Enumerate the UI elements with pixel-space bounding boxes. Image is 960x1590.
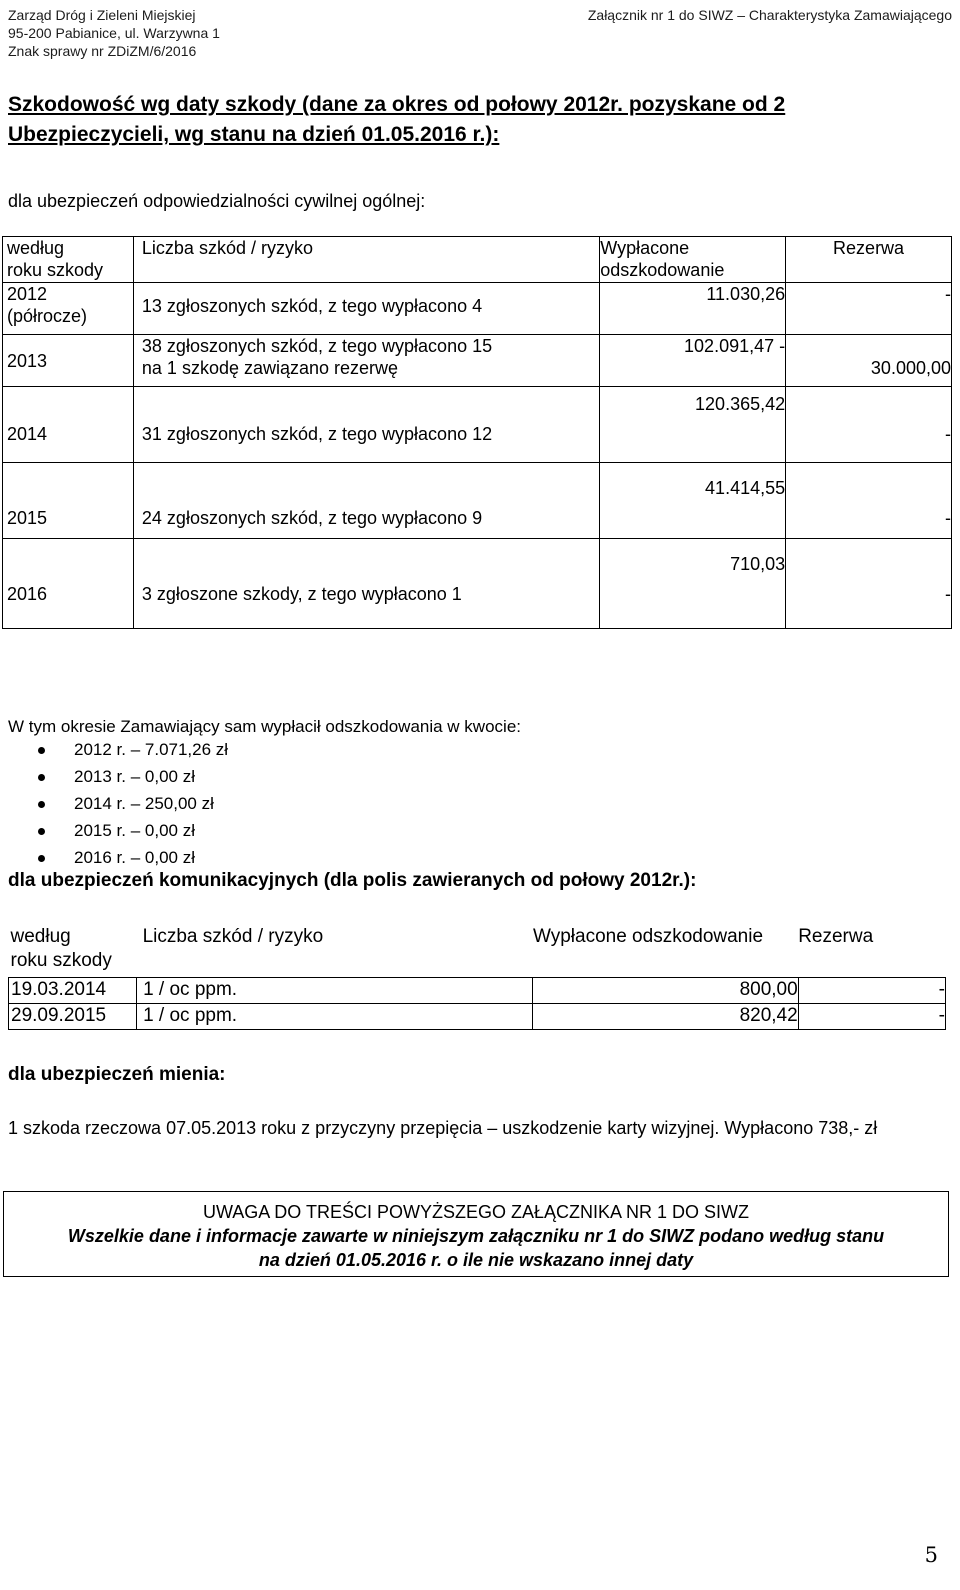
row-count: 38 zgłoszonych szkód, z tego wypłacono 15 <box>141 336 493 356</box>
own-payments-note: W tym okresie Zamawiający sam wypłacił odszkodowania w kwocie: <box>8 717 521 736</box>
list-item: 2015 r. – 0,00 zł <box>30 817 228 844</box>
list-item: 2014 r. – 250,00 zł <box>30 790 228 817</box>
row-year: 2015 <box>7 508 48 528</box>
row-count: 3 zgłoszone szkody, z tego wypłacono 1 <box>141 584 462 604</box>
row-reserve: - <box>945 284 951 304</box>
header-address: 95-200 Pabianice, ul. Warzywna 1 <box>8 25 220 41</box>
row-paid: 11.030,26 <box>706 284 786 304</box>
header-paid-line2: odszkodowanie <box>600 260 725 280</box>
row-paid: 800,00 <box>533 977 798 1003</box>
table-header-row <box>9 925 946 977</box>
header-reserve <box>786 237 952 283</box>
header-year-line1: według <box>10 926 71 947</box>
row-reserve: - <box>945 584 951 604</box>
row-count-note: na 1 szkodę zawiązano rezerwę <box>141 358 399 378</box>
header-year-line1: według <box>7 238 65 258</box>
header-attachment-title: Załącznik nr 1 do SIWZ – Charakterystyka Zamawiającego <box>587 7 952 23</box>
row-reserve: 30.000,00 <box>870 358 951 378</box>
row-paid: 710,03 <box>730 554 786 574</box>
header-case-number: Znak sprawy nr ZDiZM/6/2016 <box>8 43 197 59</box>
row-count: 13 zgłoszonych szkód, z tego wypłacono 4 <box>141 296 483 316</box>
header-year <box>3 237 134 283</box>
section-heading-mien: dla ubezpieczeń mienia: <box>8 1064 226 1085</box>
header-count: Liczba szkód / ryzyko <box>137 925 533 977</box>
header-paid: Wypłacone odszkodowanie <box>533 925 798 977</box>
row-year: 2012 <box>7 284 48 304</box>
row-reserve: - <box>798 1003 945 1029</box>
header-year-line2: roku szkody <box>7 260 104 280</box>
notice-text-date: na dzień 01.05.2016 r. o ile nie wskazano innej daty <box>258 1250 694 1270</box>
page-title <box>8 90 952 150</box>
row-risk: 1 / oc ppm. <box>137 1003 533 1029</box>
header-count-label: Liczba szkód / ryzyko <box>141 238 313 258</box>
table-ocg <box>2 236 952 629</box>
row-paid: 102.091,47 - <box>684 336 786 356</box>
row-year: 2016 <box>7 584 48 604</box>
notice-heading: UWAGA DO TREŚCI POWYŻSZEGO ZAŁĄCZNIKA NR 1 DO SIWZ <box>202 1202 750 1222</box>
row-year: 2014 <box>7 424 48 444</box>
header-org-name: Zarząd Dróg i Zieleni Miejskiej <box>8 7 196 23</box>
row-reserve: - <box>945 508 951 528</box>
header-year-line2: roku szkody <box>10 950 112 971</box>
row-reserve: - <box>798 977 945 1003</box>
row-paid: 820,42 <box>533 1003 798 1029</box>
list-item: 2012 r. – 7.071,26 zł <box>30 736 228 763</box>
header-reserve-label: Rezerwa <box>833 238 905 258</box>
table-row <box>3 387 952 463</box>
header-paid <box>600 237 786 283</box>
table-row <box>3 539 952 629</box>
property-claim-text: 1 szkoda rzeczowa 07.05.2013 roku z przyczyny przepięcia – uszkodzenie karty wizyjnej. Wypłacono 738,- zł <box>8 1118 878 1138</box>
header-count <box>133 237 599 283</box>
table-row <box>3 283 952 335</box>
page-title-text: Szkodowość wg daty szkody (dane za okres od połowy 2012r. pozyskane od 2 Ubezpieczycieli, wg stanu na dzień 01.05.2016 r.): <box>8 93 786 146</box>
section-heading-kom: dla ubezpieczeń komunikacyjnych (dla polis zawieranych od połowy 2012r.): <box>8 870 697 891</box>
row-reserve: - <box>945 424 951 444</box>
table-header-row <box>3 237 952 283</box>
row-date: 29.09.2015 <box>9 1003 137 1029</box>
own-payments-list <box>30 736 228 871</box>
header-reserve: Rezerwa <box>798 925 945 977</box>
row-year-note: (półrocze) <box>7 306 88 326</box>
row-count: 31 zgłoszonych szkód, z tego wypłacono 12 <box>141 424 493 444</box>
row-count: 24 zgłoszonych szkód, z tego wypłacono 9 <box>141 508 483 528</box>
row-paid: 120.365,42 <box>695 394 786 414</box>
list-item: 2013 r. – 0,00 zł <box>30 763 228 790</box>
table-row <box>9 977 946 1003</box>
table-row <box>9 1003 946 1029</box>
list-item: 2016 r. – 0,00 zł <box>30 844 228 871</box>
row-paid: 41.414,55 <box>705 478 786 498</box>
header-year <box>9 925 137 977</box>
table-kom <box>8 925 946 1030</box>
row-risk: 1 / oc ppm. <box>137 977 533 1003</box>
row-year: 2013 <box>7 350 48 371</box>
table-row <box>3 335 952 387</box>
notice-text: Wszelkie dane i informacje zawarte w niniejszym załączniku nr 1 do SIWZ podano według stanu <box>67 1226 885 1246</box>
page-number: 5 <box>924 1543 938 1567</box>
notice-box <box>3 1191 949 1277</box>
page-header-left <box>8 6 220 60</box>
table-row <box>3 463 952 539</box>
header-paid-line1: Wypłacone <box>600 238 690 258</box>
section-heading-ocg: dla ubezpieczeń odpowiedzialności cywilnej ogólnej: <box>8 191 426 211</box>
row-date: 19.03.2014 <box>9 977 137 1003</box>
